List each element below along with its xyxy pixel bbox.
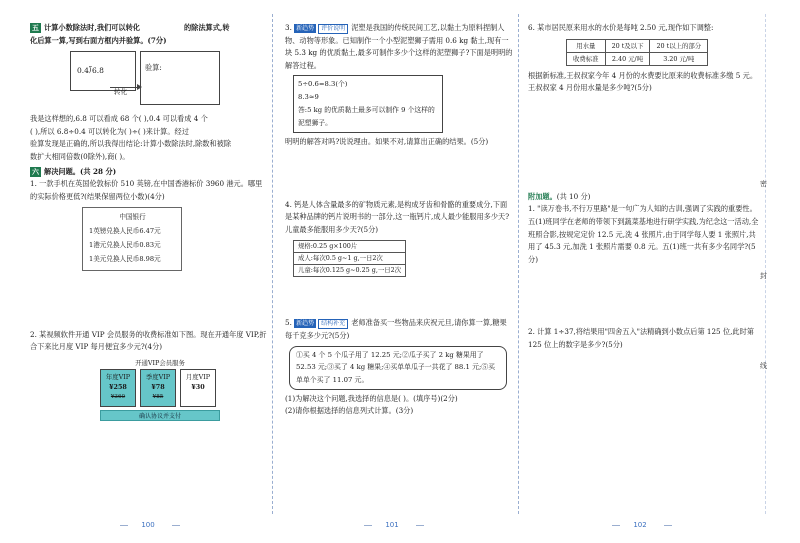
calcium-label-table	[293, 240, 406, 277]
question-type-tag: 评价说明	[318, 24, 348, 34]
bonus-question-1: 1. "读万卷书,不行万里路"是一句广为人知的古训,强调了实践的重要性。五(1)班同学在老师的带领下到蔬菜基地进行研学实践,为纪念这一活动,全班照合影,按规定定价 12.5 元,洗 4 张照片,由于同学每人要 1 张照片,共用了 45.3 元,加洗 1 张照片需要 0.8 元。五(1)班一共有多少名同学?(5分)	[528, 204, 759, 264]
section-5-instruction: 化后算一算,写到右面方框内并验算。(7分)	[30, 35, 167, 45]
vip-card-price: ¥30	[191, 383, 205, 392]
calc-diagram	[70, 51, 267, 107]
footer-dash	[172, 525, 180, 526]
vip-card-price: ¥258	[109, 383, 127, 392]
body-line: 我是这样想的,6.8 可以看成 68 个( ),0.4 可以看成 4 个	[30, 114, 208, 124]
question-6-followup: 根据新标准,王叔叔家今年 4 月份的水费要比原来的收费标准多缴 5 元。王叔叔家 4 月份用水量是多少吨?(5分)	[528, 70, 758, 93]
section-6-tag: 六	[32, 166, 39, 176]
footer-dash	[364, 525, 372, 526]
exchange-rate-box	[82, 207, 182, 270]
rate-item: 1港元兑换人民币0.83元	[89, 241, 161, 250]
vip-card-price: ¥78	[151, 383, 165, 392]
answer-box[interactable]	[140, 51, 220, 105]
section-5-title: 计算小数除法时,我们可以转化	[44, 23, 140, 32]
vip-card-annual[interactable]	[100, 369, 136, 407]
vip-panel	[100, 358, 220, 421]
table-cell: 用水量	[567, 39, 606, 52]
body-line: 验算发现是正确的,所以我得出结论:计算小数除法时,除数和被除	[30, 139, 232, 149]
body-line: ( ),所以 6.8÷0.4 可以转化为( )÷( )来计算。经过	[30, 126, 189, 136]
vip-card-old-price: ¥360	[110, 394, 126, 401]
section-5-tag: 五	[32, 23, 39, 32]
question-5-text: 老师准备买一些物品来庆祝元旦,请你算一算,糖果每千克多少元?(5分)	[285, 318, 507, 340]
new-trend-tag: 新趋势	[296, 320, 315, 328]
binding-line	[765, 14, 766, 514]
table-cell: 20 t以上的部分	[650, 39, 708, 52]
check-label: 验算:	[145, 63, 162, 73]
body-line: 数扩大相同倍数(0除外),商( )。	[30, 151, 130, 161]
question-1: 1. 一款手机在英国伦敦标价 510 英镑,在中国香港标价 3960 港元。哪里的实际价格更低?(结果保留两位小数)(4分)	[30, 179, 263, 201]
section-5-title-cont: 的除法算式,转	[183, 23, 230, 32]
column-divider	[518, 14, 519, 514]
long-division-box	[70, 51, 136, 91]
section-5-body	[30, 113, 267, 163]
page-102-column	[528, 22, 760, 522]
footer-dash	[416, 525, 424, 526]
question-2: 2. 某视频软件开通 VIP 会员服务的收费标准如下图。现在开通年度 VIP,折合下来比月度 VIP 每月便宜多少元?(4分)	[30, 329, 267, 352]
bonus-question-2: 2. 计算 1÷37,将结果用"四舍五入"法精确到小数点后第 125 位,此时第 125 位上的数字是多少?(5分)	[528, 327, 754, 349]
vip-card-old-price: ¥85	[152, 394, 164, 401]
water-price-table	[566, 39, 708, 66]
table-cell: 20 t及以下	[605, 39, 650, 52]
work-line: 5÷0.6=8.3(个)	[298, 80, 348, 89]
binding-mark: 线	[760, 362, 767, 370]
bonus-section-title: 附加题。	[528, 191, 557, 201]
binding-mark: 封	[760, 272, 767, 280]
convert-label: 转化	[114, 88, 128, 97]
footer-dash	[664, 525, 672, 526]
page-number: 100	[141, 521, 155, 529]
footer-dash	[120, 525, 128, 526]
work-line: 8.3≈9	[298, 93, 319, 102]
rate-item: 1美元兑换人民币8.98元	[89, 254, 161, 263]
page-number: 102	[633, 521, 647, 529]
vip-card-name: 季度VIP	[145, 373, 171, 382]
vip-card-name: 月度VIP	[185, 373, 211, 382]
table-cell: 3.20 元/吨	[650, 52, 708, 65]
label-row: 规格:0.25 g×100片	[294, 241, 406, 253]
question-5-part-1: (1)为解决这个问题,我选择的信息是( )。(填序号)(2分)	[285, 393, 458, 403]
question-6: 6. 某市居民原来用水的水价是每吨 2.50 元,现作如下调整:	[528, 23, 714, 32]
table-cell: 收费标准	[567, 52, 606, 65]
table-cell: 2.40 元/吨	[605, 52, 650, 65]
vip-card-quarterly[interactable]	[140, 369, 176, 407]
vip-card-monthly[interactable]	[180, 369, 216, 407]
question-3-number: 3.	[285, 23, 292, 32]
vip-card-name: 年度VIP	[105, 373, 131, 382]
question-3-followup: 明明的解答对吗?说说理由。如果不对,请算出正确的结果。(5分)	[285, 137, 489, 146]
page-number: 101	[385, 521, 399, 529]
question-type-tag: 结构补充	[318, 319, 348, 329]
page-101-column	[285, 22, 513, 522]
footer-dash	[612, 525, 620, 526]
column-divider	[272, 14, 273, 514]
bonus-section-score: (共 10 分)	[556, 191, 591, 201]
purchase-info-box: ①买 4 个 5 个瓜子用了 12.25 元;②瓜子买了 2 kg 糖果用了 52.53 元;③买了 4 kg 糖果;④买单单瓜子一共花了 88.1 元;⑤买单单个买了 11.07 元。	[289, 346, 507, 390]
confirm-pay-button[interactable]: 确认协议并支付	[100, 410, 220, 421]
binding-mark: 密	[760, 180, 767, 188]
vip-title: 开通VIP会员服务	[135, 358, 185, 367]
page-100-column	[30, 22, 267, 522]
question-5-number: 5.	[285, 318, 292, 328]
work-line: 答:5 kg 的优质黏土最多可以制作 9 个这样的泥塑狮子。	[298, 106, 435, 128]
question-3-text: 泥塑是我国的传统民间工艺,以黏土为原料捏制人物、动物等形象。已知制作一个小型泥塑狮子需用 0.6 kg 黏土,现有一块 5.3 kg 的优质黏土,最多可制作多少个这样的泥塑狮子?下面是明明的解答过程。	[285, 23, 513, 70]
new-trend-tag: 新趋势	[296, 25, 315, 32]
bank-title: 中国银行	[119, 213, 146, 222]
section-6-title: 解决问题。(共 28 分)	[44, 166, 117, 176]
rate-item: 1英镑兑换人民币6.47元	[89, 227, 161, 236]
division-expression: 0.4⟌6.8	[77, 66, 104, 76]
question-4: 4. 钙是人体含量最多的矿物质元素,是构成牙齿和骨骼的重要成分,下面是某种品牌的钙片说明书的一部分,这一瓶钙片,成人最少能服用多少天?儿童最多能服用多少天?(5分)	[285, 199, 510, 234]
label-row: 儿童:每次0.125 g~0.25 g,一日2次	[294, 265, 406, 277]
student-work-box	[293, 75, 443, 133]
question-5-part-2: (2)请你根据选择的信息列式计算。(3分)	[285, 406, 414, 416]
label-row: 成人:每次0.5 g~1 g,一日2次	[294, 253, 406, 265]
